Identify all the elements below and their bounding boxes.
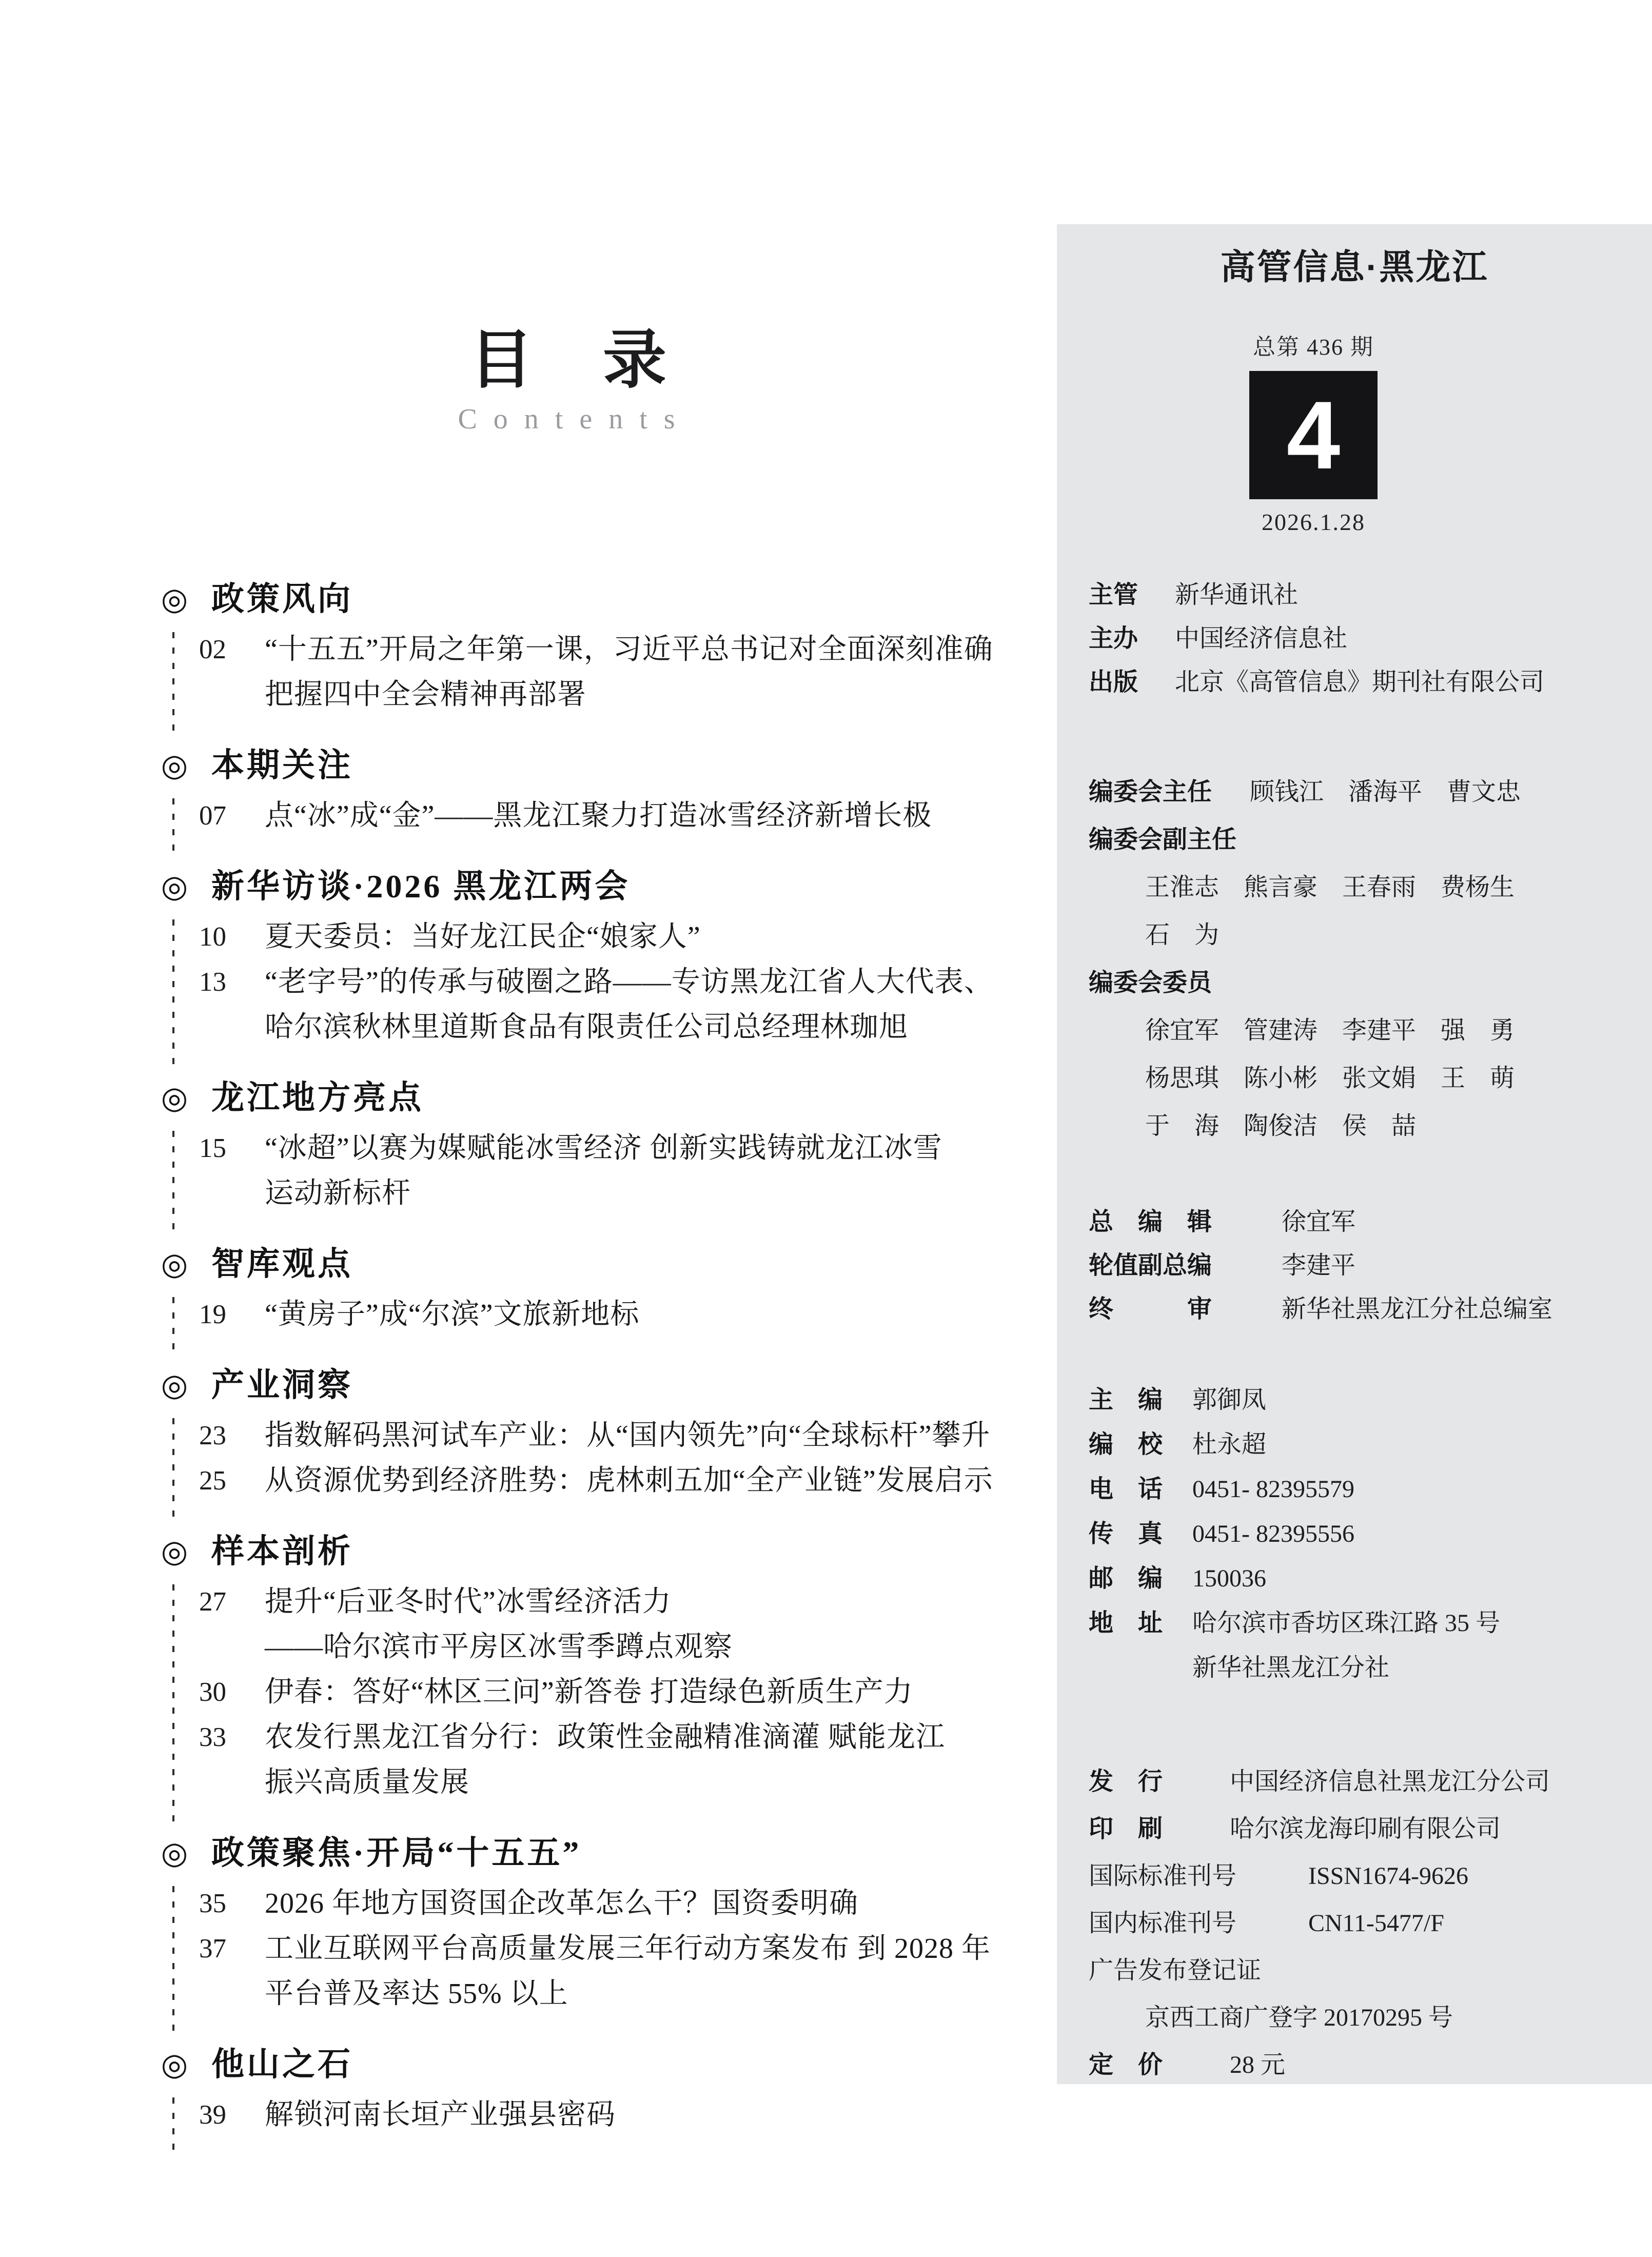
section-title: 龙江地方亮点 [211, 1080, 424, 1116]
imprint-row [1089, 1758, 1637, 1805]
section-bullet-icon: ◎ [161, 1081, 188, 1115]
imprint-row [1089, 1287, 1637, 1331]
imprint-value: 石 为 [1145, 921, 1220, 949]
toc-section [154, 2040, 1072, 2137]
toc-entry [199, 1926, 1072, 1971]
imprint-label: 国际标准刊号 [1089, 1862, 1237, 1890]
imprint-label: 电 话 [1089, 1476, 1163, 1503]
imprint-value: 哈尔滨市香坊区珠江路 35 号 [1192, 1610, 1501, 1637]
toc-entry-title: 指数解码黑河试车产业：从“国内领先”向“全球标杆”攀升 [265, 1420, 991, 1451]
imprint-value: 新华社黑龙江分社 [1192, 1654, 1390, 1681]
imprint-value: 杜永超 [1192, 1431, 1267, 1458]
imprint-value: 中国经济信息社黑龙江分公司 [1230, 1768, 1550, 1795]
imprint-value: 王淮志 熊言豪 王春雨 费杨生 [1145, 874, 1515, 901]
imprint-value: 李建平 [1282, 1252, 1356, 1279]
toc-entry-title: 平台普及率达 55% 以上 [265, 1978, 568, 2010]
imprint-label: 国内标准刊号 [1089, 1910, 1237, 1937]
toc-section-heading [154, 1527, 1072, 1576]
toc-section-heading [154, 1829, 1072, 1878]
toc-entry-title: 从资源优势到经济胜势：虎林刺五加“全产业链”发展启示 [265, 1465, 993, 1497]
toc-entry [199, 1413, 1072, 1458]
publisher-block [1089, 573, 1637, 704]
toc-entry-title: “十五五”开局之年第一课，习近平总书记对全面深刻准确 [265, 634, 993, 665]
imprint-label: 编委会副主任 [1089, 826, 1237, 853]
toc-section-heading [154, 1240, 1072, 1289]
toc-entry-page-number: 39 [199, 2100, 226, 2130]
imprint-value: 徐宜军 [1282, 1208, 1356, 1235]
toc-entry-page-number: 07 [199, 801, 226, 831]
imprint-row [1089, 1601, 1637, 1645]
toc-items [199, 2092, 1072, 2137]
imprint-row [1089, 1900, 1637, 1947]
toc-entry [199, 1881, 1072, 1926]
imprint-value: 杨思琪 陈小彬 张文娟 王 萌 [1145, 1065, 1515, 1092]
section-bullet-icon: ◎ [161, 749, 188, 782]
section-title: 政策聚焦·开局“十五五” [211, 1835, 582, 1871]
toc-entry [199, 1715, 1072, 1760]
toc-entry [199, 1458, 1072, 1503]
toc-entry-title: 点“冰”成“金”——黑龙江聚力打造冰雪经济新增长极 [265, 800, 932, 832]
imprint-panel [1057, 224, 1652, 2084]
imprint-value: 中国经济信息社 [1175, 625, 1348, 652]
imprint-label: 定 价 [1089, 2051, 1163, 2078]
section-title: 产业洞察 [211, 1367, 353, 1403]
imprint-row [1089, 1244, 1637, 1287]
imprint-value: 北京《高管信息》期刊社有限公司 [1175, 669, 1545, 696]
toc-entry-title: 哈尔滨秋林里道斯食品有限责任公司总经理林珈旭 [265, 1011, 908, 1043]
imprint-value: 150036 [1192, 1565, 1266, 1592]
page-title: 目 录 [469, 325, 670, 396]
imprint-row [1089, 768, 1637, 816]
section-bullet-icon: ◎ [161, 582, 188, 616]
toc-items [199, 1413, 1072, 1503]
toc-section [154, 1361, 1072, 1503]
imprint-row [1089, 959, 1637, 1007]
toc-section [154, 862, 1072, 1050]
toc-items [199, 1292, 1072, 1337]
toc-entry-page-number: 19 [199, 1300, 226, 1329]
imprint-label: 主 编 [1089, 1386, 1163, 1414]
toc-entry [199, 1292, 1072, 1337]
toc-items [199, 1126, 1072, 1216]
toc-entry-page-number: 13 [199, 967, 226, 997]
imprint-row [1089, 1007, 1637, 1054]
imprint-row [1089, 660, 1637, 704]
dotted-rail [172, 919, 174, 1071]
imprint-value: 于 海 陶俊洁 侯 喆 [1145, 1112, 1417, 1140]
dotted-rail [172, 798, 174, 860]
issue-number: 4 [1286, 381, 1341, 489]
toc-entry-continuation [199, 672, 1072, 717]
toc-entry-continuation [199, 1171, 1072, 1216]
issue-block [1211, 336, 1416, 534]
toc-section-heading [154, 862, 1072, 911]
toc-entry-continuation [199, 1624, 1072, 1670]
editors-block [1089, 1200, 1637, 1331]
toc-entry [199, 793, 1072, 838]
imprint-label: 出版 [1089, 669, 1138, 696]
imprint-row [1089, 573, 1637, 617]
imprint-value: 0451- 82395579 [1192, 1476, 1354, 1503]
imprint-value: ISSN1674-9626 [1308, 1862, 1469, 1890]
imprint-value: 0451- 82395556 [1192, 1520, 1354, 1547]
toc-section [154, 1240, 1072, 1337]
toc-entry-title: “老字号”的传承与破圈之路——专访黑龙江省人大代表、 [265, 966, 993, 998]
toc-entry-page-number: 10 [199, 922, 226, 952]
toc-section [154, 1073, 1072, 1216]
toc-entry-title: 振兴高质量发展 [265, 1767, 469, 1798]
toc-entry-title: 把握四中全会精神再部署 [265, 679, 586, 711]
imprint-value: 顾钱江 潘海平 曹文忠 [1250, 778, 1521, 806]
imprint-value: 28 元 [1230, 2051, 1286, 2078]
contact-block [1089, 1378, 1637, 1690]
section-title: 他山之石 [211, 2046, 353, 2083]
toc-entry-continuation [199, 1760, 1072, 1805]
imprint-row [1089, 1467, 1637, 1512]
toc-section [154, 1829, 1072, 2016]
imprint-row [1089, 1512, 1637, 1556]
toc-entry-page-number: 02 [199, 635, 226, 664]
toc-entry-title: 工业互联网平台高质量发展三年行动方案发布 到 2028 年 [265, 1933, 991, 1965]
toc-items [199, 914, 1072, 1050]
dotted-rail [172, 1584, 174, 1827]
imprint-row [1089, 863, 1637, 911]
toc-entry [199, 1126, 1072, 1171]
toc-section-heading [154, 741, 1072, 790]
toc-entry-continuation [199, 1005, 1072, 1050]
imprint-row [1089, 1054, 1637, 1102]
imprint-row [1089, 1200, 1637, 1244]
committee-block [1089, 768, 1637, 1150]
toc-entry-page-number: 35 [199, 1889, 226, 1918]
section-bullet-icon: ◎ [161, 870, 188, 904]
imprint-value: 哈尔滨龙海印刷有限公司 [1230, 1815, 1501, 1842]
imprint-label: 总 编 辑 [1089, 1208, 1212, 1235]
toc-entry-title: 夏天委员：当好龙江民企“娘家人” [265, 921, 701, 953]
toc-entry-page-number: 27 [199, 1587, 226, 1617]
toc-entry-page-number: 37 [199, 1934, 226, 1964]
imprint-label: 地 址 [1089, 1610, 1163, 1637]
imprint-row [1089, 1378, 1637, 1422]
imprint-row [1089, 617, 1637, 660]
toc-entry [199, 2092, 1072, 2137]
toc-section-heading [154, 575, 1072, 624]
toc-section-heading [154, 1073, 1072, 1123]
toc-entry-title: ——哈尔滨市平房区冰雪季蹲点观察 [265, 1631, 733, 1663]
toc-items [199, 1881, 1072, 2016]
imprint-label: 主办 [1089, 625, 1138, 652]
toc-entry-page-number: 15 [199, 1133, 226, 1163]
section-bullet-icon: ◎ [161, 1535, 188, 1568]
imprint-label: 编委会主任 [1089, 778, 1212, 806]
dotted-rail [172, 1886, 174, 2038]
imprint-value: 郭御凤 [1192, 1386, 1267, 1414]
toc-entry-title: “黄房子”成“尔滨”文旅新地标 [265, 1299, 640, 1330]
toc-section [154, 1527, 1072, 1805]
section-bullet-icon: ◎ [161, 1368, 188, 1402]
imprint-value: CN11-5477/F [1308, 1910, 1444, 1937]
section-title: 智库观点 [211, 1246, 353, 1282]
toc-entry-page-number: 23 [199, 1421, 226, 1450]
section-title: 本期关注 [211, 747, 353, 783]
section-bullet-icon: ◎ [161, 1836, 188, 1870]
toc-entry [199, 1670, 1072, 1715]
issue-date: 2026.1.28 [1262, 509, 1365, 535]
imprint-value: 新华通讯社 [1175, 581, 1299, 609]
toc-items [199, 793, 1072, 838]
imprint-row [1089, 1805, 1637, 1853]
toc-section [154, 575, 1072, 717]
section-title: 样本剖析 [211, 1533, 353, 1569]
toc-section [154, 741, 1072, 838]
toc-entry-title: 伊春：答好“林区三问”新答卷 打造绿色新质生产力 [265, 1676, 913, 1708]
imprint-row [1089, 1853, 1637, 1900]
toc-entry [199, 959, 1072, 1005]
imprint-row [1089, 1556, 1637, 1601]
imprint-value: 京西工商广登字 20170295 号 [1145, 2004, 1453, 2031]
section-title: 政策风向 [211, 581, 353, 617]
magazine-title: 高管信息·黑龙江 [1220, 248, 1489, 287]
toc-entry-title: 农发行黑龙江省分行：政策性金融精准滴灌 赋能龙江 [265, 1721, 945, 1753]
imprint-row [1089, 1947, 1637, 1994]
toc-entry-page-number: 33 [199, 1722, 226, 1752]
imprint-label: 发 行 [1089, 1768, 1163, 1795]
dotted-rail [172, 1418, 174, 1525]
toc-entry-page-number: 30 [199, 1677, 226, 1707]
imprint-label: 编委会委员 [1089, 969, 1212, 996]
imprint-label: 传 真 [1089, 1520, 1163, 1547]
section-bullet-icon: ◎ [161, 2048, 188, 2082]
imprint-row [1089, 1422, 1637, 1467]
toc-entry-title: 运动新标杆 [265, 1177, 411, 1209]
imprint-value: 徐宜军 管建涛 李建平 强 勇 [1145, 1017, 1515, 1044]
imprint-row [1089, 1645, 1637, 1690]
imprint-label: 邮 编 [1089, 1565, 1163, 1592]
publishing-block [1089, 1758, 1637, 2089]
toc-entry-title: “冰超”以赛为媒赋能冰雪经济 创新实践铸就龙江冰雪 [265, 1132, 942, 1164]
imprint-label: 印 刷 [1089, 1815, 1163, 1842]
page-title-block [426, 324, 713, 434]
imprint-value: 新华社黑龙江分社总编室 [1282, 1296, 1553, 1323]
toc-items [199, 627, 1072, 717]
toc [154, 575, 1072, 2161]
toc-entry [199, 627, 1072, 672]
page-title-english: Contents [458, 403, 692, 435]
dotted-rail [172, 1297, 174, 1359]
issue-number-box [1249, 371, 1378, 499]
section-bullet-icon: ◎ [161, 1247, 188, 1281]
imprint-row [1089, 816, 1637, 863]
toc-section-heading [154, 2040, 1072, 2089]
imprint-row [1089, 1102, 1637, 1150]
toc-items [199, 1579, 1072, 1805]
imprint-row [1089, 1994, 1637, 2042]
toc-entry [199, 914, 1072, 959]
dotted-rail [172, 1131, 174, 1238]
imprint-label: 广告发布登记证 [1089, 1957, 1262, 1984]
toc-entry-title: 提升“后亚冬时代”冰雪经济活力 [265, 1586, 672, 1618]
toc-entry-continuation [199, 1971, 1072, 2016]
section-title: 新华访谈·2026 黑龙江两会 [211, 868, 631, 905]
issue-number-label: 总第 436 期 [1253, 335, 1374, 360]
toc-entry [199, 1579, 1072, 1624]
imprint-row [1089, 911, 1637, 959]
imprint-label: 终 审 [1089, 1296, 1212, 1323]
dotted-rail [172, 2097, 174, 2159]
imprint-label: 轮值副总编 [1089, 1252, 1212, 1279]
toc-entry-page-number: 25 [199, 1466, 226, 1496]
dotted-rail [172, 632, 174, 739]
imprint-label: 编 校 [1089, 1431, 1163, 1458]
toc-entry-title: 2026 年地方国资国企改革怎么干？国资委明确 [265, 1888, 858, 1919]
toc-entry-title: 解锁河南长垣产业强县密码 [265, 2099, 616, 2131]
imprint-row [1089, 2042, 1637, 2089]
toc-section-heading [154, 1361, 1072, 1410]
imprint-label: 主管 [1089, 581, 1138, 609]
